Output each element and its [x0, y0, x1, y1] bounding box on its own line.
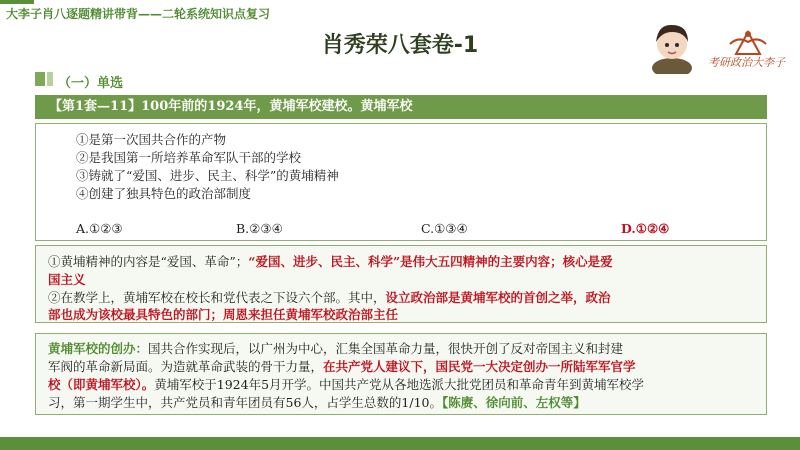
- statement-1: ①是第一次国共合作的产物: [76, 132, 227, 147]
- background-line-2-red: 在共产党人建议下，国民党一大决定创办一所陆军军官学: [323, 359, 636, 374]
- statement-4: ④创建了独具特色的政治部制度: [76, 186, 252, 201]
- background-line-3: [48, 375, 644, 393]
- background-line-2-black: 军阀的革命新局面。为造就革命武装的骨干力量，: [48, 359, 324, 374]
- analysis-line-4-red: 部也成为该校最具特色的部门；周恩来担任黄埔军校政治部主任: [48, 307, 399, 322]
- background-line-3-black: 黄埔军校于1924年5月开学。中国共产党从各地选派大批党团员和革命青年到黄埔军校学: [154, 377, 645, 392]
- analysis-line-1: [48, 252, 613, 270]
- analysis-line-1-black: ①黄埔精神的内容是“爱国、革命”；: [48, 254, 249, 269]
- brand-logo: [706, 26, 790, 78]
- analysis-line-3: [48, 288, 611, 306]
- background-line-1-text: 国共合作实现后，以广州为中心，汇集全国革命力量，很快开创了反对帝国主义和封建: [148, 341, 624, 356]
- analysis-line-4: [48, 305, 398, 323]
- choice-b[interactable]: B.②③④: [236, 221, 283, 236]
- analysis-line-3-black: ②在教学上，黄埔军校在校长和党代表之下设六个部。其中，: [48, 290, 386, 305]
- background-line-3-red: 校（即黄埔军校）。: [48, 377, 155, 392]
- section-label: （一）单选: [58, 76, 124, 91]
- background-line-4: [48, 393, 586, 411]
- bottom-accent-bar: [0, 437, 800, 450]
- analysis-line-2: [48, 270, 86, 288]
- statement-2: ②是我国第一所培养革命军队干部的学校: [76, 150, 302, 165]
- question-stem: 【第1套—11】100年前的1924年，黄埔军校建校。黄埔军校: [35, 95, 767, 119]
- background-line-2: [48, 357, 636, 375]
- analysis-line-1-red: “爱国、进步、民主、科学”是伟大五四精神的主要内容；核心是爱: [248, 254, 613, 269]
- brand-logo-text: 考研政治大李子: [708, 56, 785, 69]
- background-line-4-green: 【陈赓、徐向前、左权等】: [441, 395, 586, 410]
- background-box: [35, 333, 767, 415]
- analysis-box: [35, 245, 767, 323]
- deck-title: 肖秀荣八套卷-1: [321, 33, 479, 58]
- section-marker: [35, 72, 45, 86]
- choice-d-correct[interactable]: D.①②④: [621, 221, 670, 236]
- presenter-avatar: [644, 18, 700, 74]
- course-header-title: 大李子肖八逐题精讲带背——二轮系统知识点复习: [6, 7, 271, 21]
- section-marker-light: [47, 72, 53, 86]
- background-label: 黄埔军校的创办：: [48, 341, 149, 356]
- choice-c[interactable]: C.①③④: [421, 221, 468, 236]
- options-box: [35, 123, 767, 241]
- analysis-line-3-red: 设立政治部是黄埔军校的首创之举，政治: [385, 290, 611, 305]
- background-line-4-black: 习，第一期学生中，共产党员和青年团员有56人，占学生总数的1/10。: [48, 395, 442, 410]
- statement-3: ③铸就了“爱国、进步、民主、科学”的黄埔精神: [76, 168, 339, 183]
- top-accent-bar: [0, 0, 34, 4]
- analysis-line-2-red: 国主义: [48, 272, 86, 287]
- background-line-1: [48, 339, 623, 357]
- choice-a[interactable]: A.①②③: [76, 221, 123, 236]
